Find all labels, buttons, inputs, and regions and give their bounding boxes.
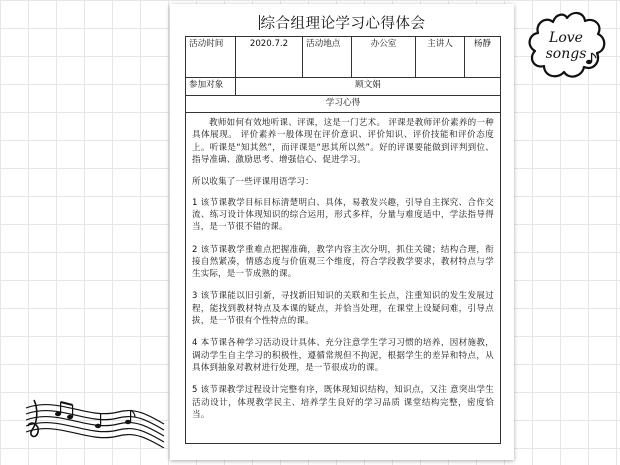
label-speaker: 主讲人 (416, 37, 465, 78)
paragraph-item-5: 5 该节课教学过程设计完整有序，既体现知识结构，知识点，又注 意突出学生活动设计，体现教学民主、培养学生良好的学习品质 课堂结构完整，密度恰当。 (192, 385, 494, 420)
section-heading: 学习心得 (186, 96, 501, 113)
paragraph-intro: 教师如何有效地听课、评课，这是一门艺术。 评课是教师评价素养的一种具体展现。 评价素养一般体现在评价意识、评价知识、评价技能和评价态度上。听课是“知其然”，而评课是“思其所以然”。好的评课要能做到评判到位、指导准确、激励思考、增强信心、促进学习。 (192, 118, 494, 165)
document-title (170, 12, 514, 33)
music-notes-icon (55, 402, 135, 428)
value-activity-time: 2020.7.2 (236, 37, 303, 78)
document-page (170, 4, 514, 460)
text-cursor (259, 15, 260, 30)
document-title-text: 综合组理论学习心得体会 (260, 16, 426, 32)
paragraph-item-2: 2 该节课教学重难点把握准确，教学内容主次分明，抓住关键；结构合理，衔接自然紧凑，情感态度与价值观三个维度，符合学段教学要求，教材特点与学生实际，是一节成熟的课。 (192, 244, 494, 280)
notes-body (186, 113, 501, 444)
paragraph-item-4: 4 本节课各种学习活动设计具体、充分注意学生学习习惯的培养，因材施教，调动学生自主学习的积极性，遵循常规但不拘泥，根据学生的差异和特点，从具体到抽象对教材进行处理，是一节很成功的课。 (192, 338, 494, 373)
value-activity-location: 办公室 (352, 37, 416, 78)
activity-table (185, 36, 501, 444)
love-songs-sticker (526, 10, 608, 82)
value-speaker: 杨静 (465, 37, 501, 78)
label-activity-time: 活动时间 (186, 37, 236, 78)
paragraph-item-3: 3 该节课能以旧引新，寻找新旧知识的关联和生长点，注重知识的发生发展过程，能找到教材特点及本课的疑点，并恰当处理，在课堂上设疑问难，引导点拔，是一节很有个性特点的课。 (192, 291, 494, 327)
paragraph-item-1: 1 该节课教学目标目标清楚明白、具体，易教发兴趣，引导自主探究、合作交流、练习设计体现知识的综合运用，形式多样，分量与难度适中，学法指导得当，是一节很不错的课。 (192, 197, 494, 233)
label-activity-location: 活动地点 (303, 37, 352, 78)
music-staff-decoration (18, 386, 168, 448)
staff-lines (26, 405, 164, 448)
songs-text: songs (545, 46, 587, 62)
label-participants: 参加对象 (186, 78, 236, 96)
paragraph-lead: 所以收集了一些评课用语学习： (192, 177, 314, 188)
love-text: Love (549, 30, 583, 46)
value-participants: 顾文娟 (236, 78, 501, 96)
